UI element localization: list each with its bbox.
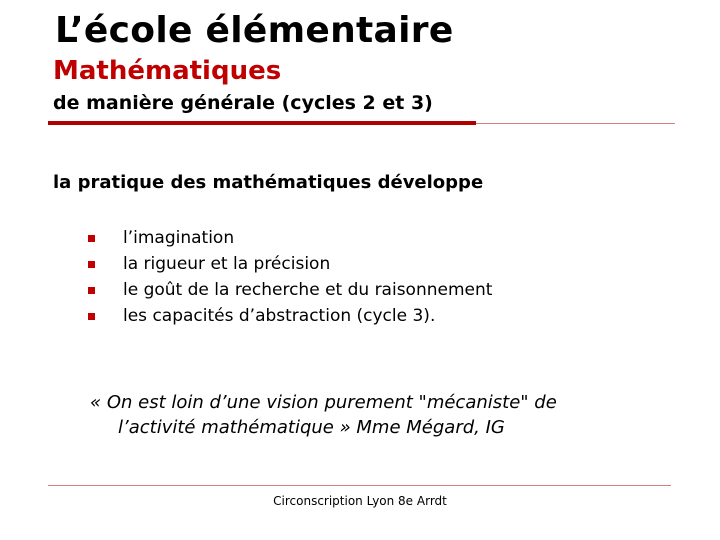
quote-block bbox=[90, 390, 557, 440]
list-item bbox=[88, 227, 492, 253]
list-item-label: l’imagination bbox=[123, 228, 235, 248]
list-item bbox=[88, 253, 492, 279]
slide-subtitle: Mathématiques bbox=[53, 56, 282, 86]
list-item bbox=[88, 305, 492, 331]
square-bullet-icon bbox=[88, 287, 95, 294]
bullet-list bbox=[88, 227, 492, 331]
footer-text: Circonscription Lyon 8e Arrdt bbox=[273, 494, 447, 508]
list-item bbox=[88, 279, 492, 305]
list-item-label: le goût de la recherche et du raisonnement bbox=[123, 280, 493, 300]
square-bullet-icon bbox=[88, 261, 95, 268]
intro-text: la pratique des mathématiques développe bbox=[53, 172, 484, 193]
slide-heading: de manière générale (cycles 2 et 3) bbox=[53, 92, 433, 114]
list-item-label: les capacités d’abstraction (cycle 3). bbox=[123, 306, 436, 326]
square-bullet-icon bbox=[88, 313, 95, 320]
footer-divider bbox=[48, 485, 671, 486]
square-bullet-icon bbox=[88, 235, 95, 242]
title-divider-accent bbox=[48, 121, 476, 125]
slide-title: L’école élémentaire bbox=[55, 10, 454, 51]
list-item-label: la rigueur et la précision bbox=[123, 254, 331, 274]
quote-line-1: « On est loin d’une vision purement "mécaniste" de bbox=[90, 392, 557, 413]
quote-line-2: l’activité mathématique » Mme Mégard, IG bbox=[118, 417, 505, 438]
